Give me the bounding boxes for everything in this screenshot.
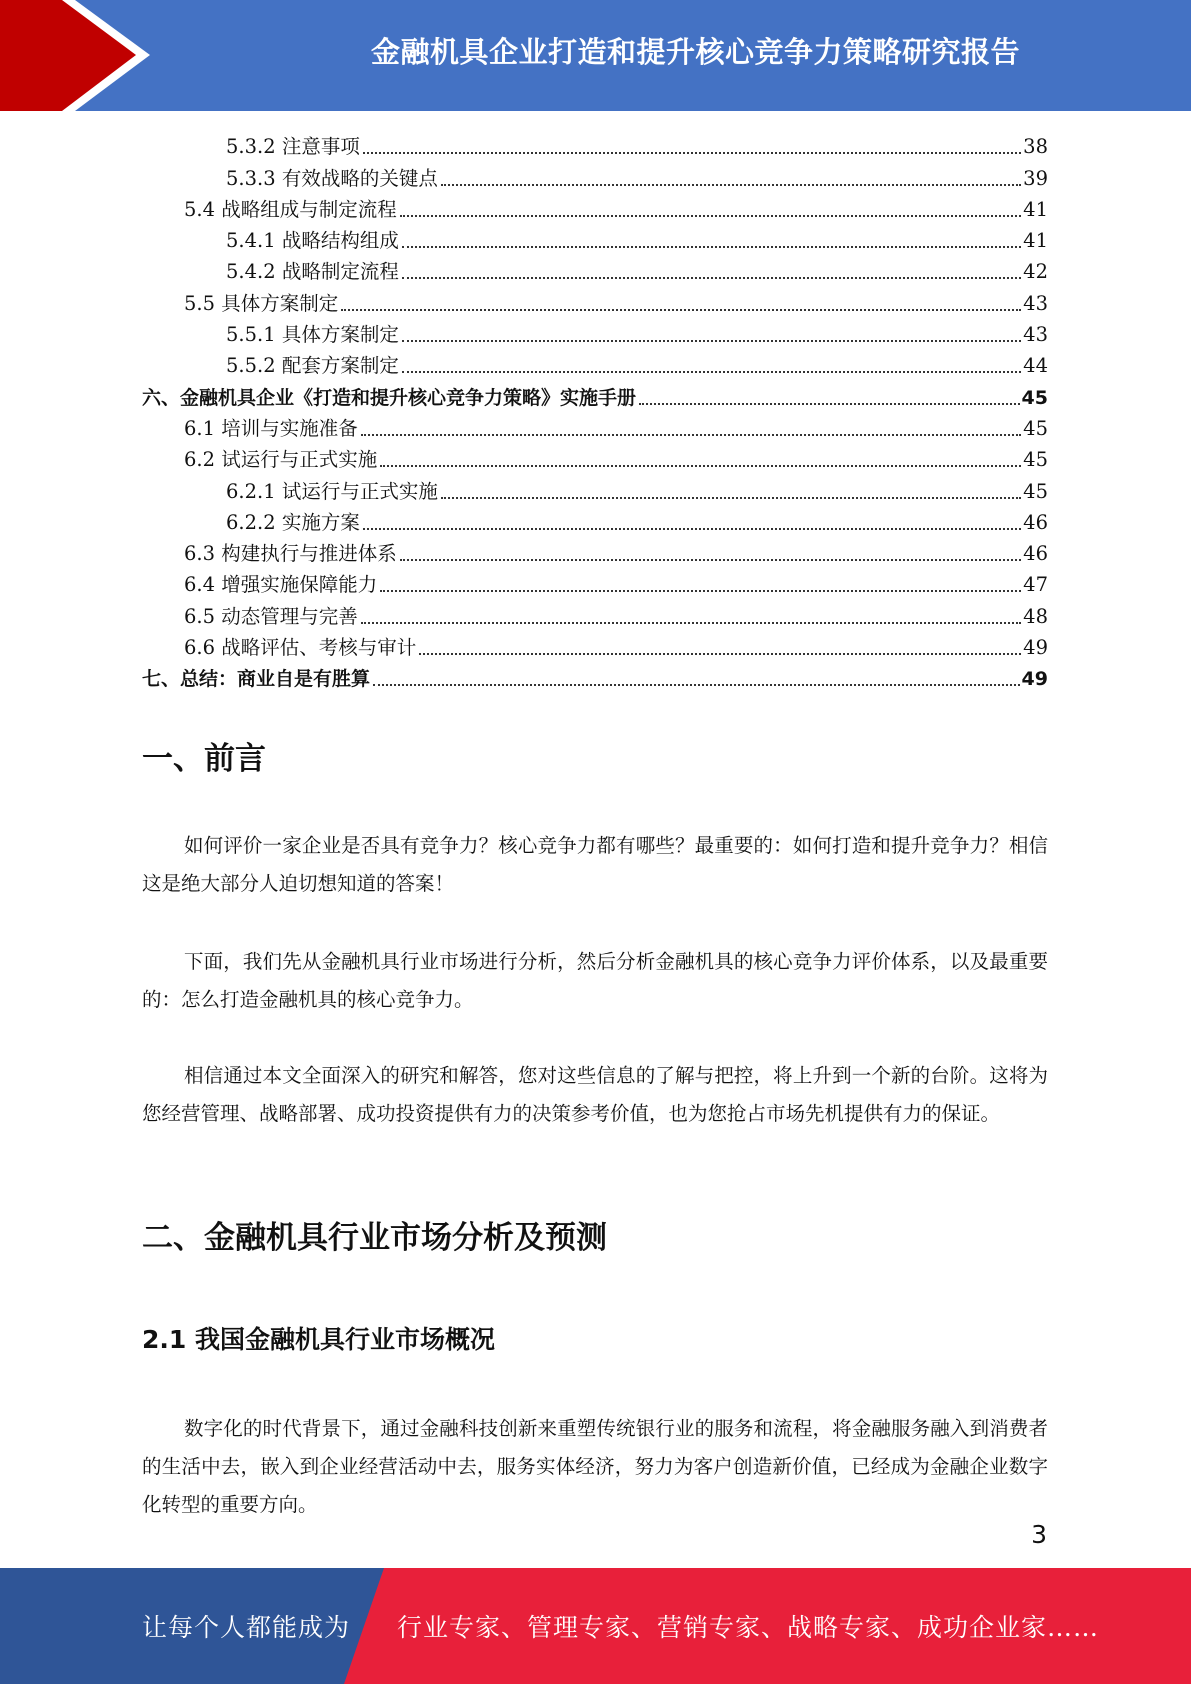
- toc-entry-page: 38: [1023, 135, 1048, 159]
- toc-entry-label: 6.1 培训与实施准备: [184, 417, 361, 441]
- toc-entry[interactable]: [142, 347, 1048, 378]
- preface-paragraph-2: 下面，我们先从金融机具行业市场进行分析，然后分析金融机具的核心竞争力评价体系，以及最重要的：怎么打造金融机具的核心竞争力。: [142, 950, 1048, 1011]
- toc-entry-page: 49: [1023, 636, 1048, 660]
- toc-entry[interactable]: [142, 504, 1048, 535]
- toc-entry-page: 45: [1021, 386, 1048, 409]
- toc-entry[interactable]: [142, 566, 1048, 597]
- table-of-contents: [142, 128, 1048, 691]
- toc-dot-leader: [441, 497, 1021, 499]
- toc-entry-page: 49: [1021, 668, 1048, 691]
- toc-entry-label: 5.4.1 战略结构组成: [226, 229, 402, 253]
- toc-entry-label: 5.3.2 注意事项: [226, 135, 363, 159]
- toc-entry-page: 45: [1023, 416, 1048, 440]
- toc-entry-label: 5.5.1 具体方案制定: [226, 323, 402, 347]
- toc-dot-leader: [400, 559, 1021, 561]
- toc-entry[interactable]: [142, 410, 1048, 441]
- toc-entry[interactable]: [142, 253, 1048, 284]
- toc-entry-label: 5.4 战略组成与制定流程: [184, 198, 400, 222]
- toc-entry[interactable]: [142, 222, 1048, 253]
- toc-dot-leader: [402, 371, 1021, 373]
- toc-entry-page: 43: [1023, 291, 1048, 315]
- overview-paragraph-1: 数字化的时代背景下，通过金融科技创新来重塑传统银行业的服务和流程，将金融服务融入到消费者的生活中去，嵌入到企业经营活动中去，服务实体经济，努力为客户创造新价值，已经成为金融企业数字化转型的重要方向。: [142, 1417, 1048, 1516]
- toc-dot-leader: [639, 403, 1020, 405]
- toc-entry[interactable]: [142, 472, 1048, 503]
- toc-dot-leader: [419, 653, 1021, 655]
- toc-dot-leader: [402, 277, 1021, 279]
- toc-entry-page: 46: [1023, 510, 1048, 534]
- footer-slogan-left: 让每个人都能成为: [142, 1613, 351, 1642]
- toc-dot-leader: [363, 152, 1021, 154]
- toc-dot-leader: [402, 246, 1021, 248]
- toc-entry-page: 46: [1023, 542, 1048, 566]
- toc-entry-label: 6.5 动态管理与完善: [184, 605, 361, 629]
- footer-banner: [0, 1568, 1191, 1684]
- toc-entry-page: 47: [1023, 573, 1048, 597]
- toc-entry-page: 43: [1023, 323, 1048, 347]
- toc-entry-label: 六、金融机具企业《打造和提升核心竞争力策略》实施手册: [142, 386, 639, 410]
- toc-entry-page: 44: [1023, 354, 1048, 378]
- toc-entry-label: 5.5.2 配套方案制定: [226, 354, 402, 378]
- toc-entry[interactable]: [142, 128, 1048, 159]
- toc-entry[interactable]: [142, 191, 1048, 222]
- toc-dot-leader: [380, 590, 1021, 592]
- subsection-title-overview: 2.1 我国金融机具行业市场概况: [142, 1325, 495, 1354]
- toc-entry-page: 41: [1023, 229, 1048, 253]
- preface-paragraph-1: 如何评价一家企业是否具有竞争力？核心竞争力都有哪些？最重要的：如何打造和提升竞争力？相信这是绝大部分人迫切想知道的答案！: [142, 834, 1048, 895]
- page-number: 3: [1031, 1520, 1047, 1549]
- toc-dot-leader: [373, 684, 1020, 686]
- toc-entry-label: 6.6 战略评估、考核与审计: [184, 636, 419, 660]
- toc-entry-label: 6.2 试运行与正式实施: [184, 448, 380, 472]
- section-title-market-analysis: 二、金融机具行业市场分析及预测: [142, 1220, 607, 1256]
- section-title-preface: 一、前言: [142, 741, 266, 777]
- toc-entry-page: 39: [1023, 166, 1048, 190]
- toc-dot-leader: [380, 465, 1021, 467]
- toc-entry[interactable]: [142, 316, 1048, 347]
- toc-entry-page: 45: [1023, 448, 1048, 472]
- toc-entry[interactable]: [142, 159, 1048, 190]
- toc-entry-page: 41: [1023, 197, 1048, 221]
- toc-entry[interactable]: [142, 441, 1048, 472]
- toc-entry-label: 6.2.1 试运行与正式实施: [226, 480, 441, 504]
- toc-dot-leader: [400, 215, 1021, 217]
- toc-entry-page: 48: [1023, 604, 1048, 628]
- toc-entry[interactable]: [142, 629, 1048, 660]
- toc-entry-page: 45: [1023, 479, 1048, 503]
- toc-entry[interactable]: [142, 660, 1048, 691]
- toc-entry[interactable]: [142, 597, 1048, 628]
- toc-entry[interactable]: [142, 284, 1048, 315]
- toc-entry-label: 5.4.2 战略制定流程: [226, 260, 402, 284]
- toc-dot-leader: [361, 434, 1021, 436]
- toc-dot-leader: [402, 340, 1021, 342]
- toc-dot-leader: [361, 622, 1021, 624]
- toc-dot-leader: [363, 528, 1021, 530]
- toc-entry-label: 6.3 构建执行与推进体系: [184, 542, 400, 566]
- toc-entry-label: 5.3.3 有效战略的关键点: [226, 167, 441, 191]
- header-banner: [0, 0, 1191, 111]
- toc-entry[interactable]: [142, 378, 1048, 409]
- toc-entry[interactable]: [142, 535, 1048, 566]
- footer-slogan-right: 行业专家、管理专家、营销专家、战略专家、成功企业家……: [397, 1613, 1100, 1642]
- header-title: 金融机具企业打造和提升核心竞争力策略研究报告: [370, 34, 1020, 69]
- toc-entry-label: 6.2.2 实施方案: [226, 511, 363, 535]
- preface-paragraph-3: 相信通过本文全面深入的研究和解答，您对这些信息的了解与把控，将上升到一个新的台阶。这将为您经营管理、战略部署、成功投资提供有力的决策参考价值，也为您抢占市场先机提供有力的保证。: [142, 1064, 1048, 1125]
- toc-dot-leader: [441, 184, 1021, 186]
- toc-entry-label: 七、总结：商业自是有胜算: [142, 667, 373, 691]
- toc-dot-leader: [341, 309, 1021, 311]
- toc-entry-label: 5.5 具体方案制定: [184, 292, 341, 316]
- toc-entry-label: 6.4 增强实施保障能力: [184, 573, 380, 597]
- toc-entry-page: 42: [1023, 260, 1048, 284]
